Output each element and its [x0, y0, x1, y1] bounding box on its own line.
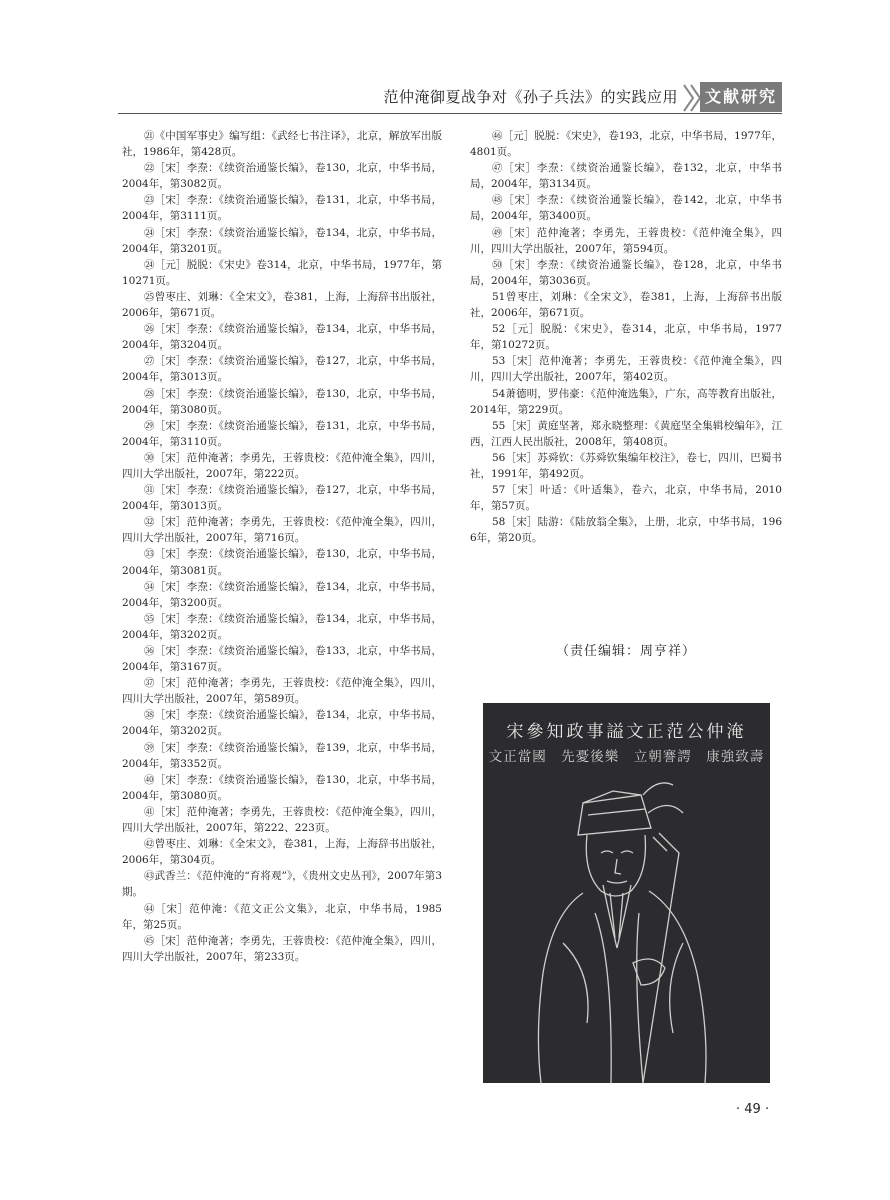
header-divider	[118, 113, 782, 114]
reference-entry: ㉙［宋］李焘：《续资治通鉴长编》，卷131，北京，中华书局，2004年，第3110页。	[122, 419, 442, 448]
portrait-figure	[483, 773, 770, 1083]
reference-entry: ㉚［宋］范仲淹著；李勇先，王蓉贵校：《范仲淹全集》，四川，四川大学出版社，2007年，第222页。	[122, 451, 442, 480]
reference-entry: 56［宋］苏舜钦：《苏舜钦集编年校注》，卷七，四川，巴蜀书社，1991年，第492页。	[470, 451, 782, 480]
reference-entry: ㉒［宋］李焘：《续资治通鉴长编》，卷130，北京，中华书局，2004年，第3082页。	[122, 162, 442, 191]
section-tag: 文献研究	[700, 82, 782, 112]
references-left-column	[122, 128, 442, 965]
reference-entry: ㊺［宋］范仲淹著；李勇先，王蓉贵校：《范仲淹全集》，四川，四川大学出版社，2007年，第233页。	[122, 934, 442, 963]
reference-entry: 52［元］脱脱：《宋史》，卷314，北京，中华书局，1977年，第10272页。	[470, 323, 782, 352]
reference-entry: ㊾［宋］范仲淹著；李勇先，王蓉贵校：《范仲淹全集》，四川，四川大学出版社，2007年，第594页。	[470, 226, 782, 255]
reference-entry: 53［宋］范仲淹著；李勇先，王蓉贵校：《范仲淹全集》，四川，四川大学出版社，2007年，第402页。	[470, 355, 782, 384]
portrait-inscription: 文正當國 先憂後樂 立朝謇諤 康強致壽	[488, 749, 765, 765]
reference-entry: 57［宋］叶适：《叶适集》，卷六，北京，中华书局，2010年，第57页。	[470, 484, 782, 513]
reference-entry: ㉑《中国军事史》编写组：《武经七书注译》，北京，解放军出版社，1986年，第428页。	[122, 130, 442, 159]
reference-entry: ㉕曾枣庄、刘琳：《全宋文》，卷381，上海，上海辞书出版社，2006年，第671页。	[122, 290, 442, 320]
reference-entry: ㉜［宋］范仲淹著；李勇先，王蓉贵校：《范仲淹全集》，四川，四川大学出版社，2007年，第716页。	[122, 516, 442, 545]
reference-entry: ㊼［宋］李焘：《续资治通鉴长编》，卷132，北京，中华书局，2004年，第3134页。	[470, 162, 782, 191]
header-title: 范仲淹御夏战争对《孙子兵法》的实践应用	[383, 88, 678, 106]
reference-entry: ㉔［元］脱脱：《宋史》卷314，北京，中华书局，1977年，第10271页。	[122, 258, 442, 287]
reference-entry: 55［宋］黄庭坚著，郑永晓整理：《黄庭坚全集辑校编年》，江西，江西人民出版社，2008年，第408页。	[470, 419, 782, 448]
reference-entry: ㉛［宋］李焘：《续资治通鉴长编》，卷127，北京，中华书局，2004年，第3013页。	[122, 484, 442, 513]
reference-entry: ㊸武香兰：《范仲淹的“育将观”》，《贵州文史丛刊》，2007年第3期。	[122, 870, 442, 899]
reference-entry: ㊳［宋］李焘：《续资治通鉴长编》，卷134，北京，中华书局，2004年，第3202页。	[122, 709, 442, 738]
reference-entry: 51曾枣庄，刘琳：《全宋文》，卷381，上海，上海辞书出版社，2006年，第671页。	[470, 290, 782, 320]
reference-entry: ㊹［宋］范仲淹：《范文正公文集》，北京，中华书局，1985年，第25页。	[122, 902, 442, 931]
editor-note: （责任编辑：周亨祥）	[555, 644, 696, 659]
reference-entry: 54萧德明，罗伟豪：《范仲淹选集》，广东，高等教育出版社，2014年，第229页。	[470, 387, 782, 416]
reference-entry: ㊻［元］脱脱：《宋史》，卷193，北京，中华书局，1977年，4801页。	[470, 130, 782, 159]
reference-entry: ㉞［宋］李焘：《续资治通鉴长编》，卷134，北京，中华书局，2004年，第3200页。	[122, 580, 442, 609]
reference-entry: ㊽［宋］李焘：《续资治通鉴长编》，卷142，北京，中华书局，2004年，第3400页。	[470, 194, 782, 223]
reference-entry: ㊱［宋］李焘：《续资治通鉴长编》，卷133，北京，中华书局，2004年，第3167页。	[122, 645, 442, 674]
reference-entry: ㊵［宋］李焘：《续资治通鉴长编》，卷130，北京，中华书局，2004年，第3080页。	[122, 773, 442, 802]
reference-entry: ㊿［宋］李焘：《续资治通鉴长编》，卷128，北京，中华书局，2004年，第3036页。	[470, 258, 782, 287]
portrait-image	[483, 703, 770, 1083]
reference-entry: ㉖［宋］李焘：《续资治通鉴长编》，卷134，北京，中华书局，2004年，第3204页。	[122, 323, 442, 352]
page-number: · 49 ·	[736, 1102, 770, 1117]
reference-entry: ㉔［宋］李焘：《续资治通鉴长编》，卷134，北京，中华书局，2004年，第3201页。	[122, 226, 442, 255]
reference-entry: ㉝［宋］李焘：《续资治通鉴长编》，卷130，北京，中华书局，2004年，第3081页。	[122, 548, 442, 577]
reference-entry: ㊷曾枣庄、刘琳：《全宋文》，卷381，上海，上海辞书出版社，2006年，第304页。	[122, 838, 442, 867]
running-header	[0, 78, 890, 118]
reference-entry: ㉘［宋］李焘：《续资治通鉴长编》，卷130，北京，中华书局，2004年，第3080页。	[122, 387, 442, 416]
reference-entry: ㊶［宋］范仲淹著；李勇先，王蓉贵校：《范仲淹全集》，四川，四川大学出版社，2007年，第222、223页。	[122, 805, 442, 835]
reference-entry: ㉓［宋］李焘：《续资治通鉴长编》，卷131，北京，中华书局，2004年，第3111页。	[122, 194, 442, 223]
portrait-title: 宋參知政事謚文正范公仲淹	[506, 722, 747, 742]
references-right-column	[470, 128, 782, 546]
reference-entry: 58［宋］陆游：《陆放翁全集》，上册，北京，中华书局，1966年，第20页。	[470, 516, 782, 545]
reference-entry: ㊲［宋］范仲淹著；李勇先，王蓉贵校：《范仲淹全集》，四川，四川大学出版社，2007年，第589页。	[122, 677, 442, 706]
reference-entry: ㉗［宋］李焘：《续资治通鉴长编》，卷127，北京，中华书局，2004年，第3013页。	[122, 355, 442, 384]
reference-entry: ㉟［宋］李焘：《续资治通鉴长编》，卷134，北京，中华书局，2004年，第3202页。	[122, 612, 442, 641]
reference-entry: ㊴［宋］李焘：《续资治通鉴长编》，卷139，北京，中华书局，2004年，第3352页。	[122, 741, 442, 770]
